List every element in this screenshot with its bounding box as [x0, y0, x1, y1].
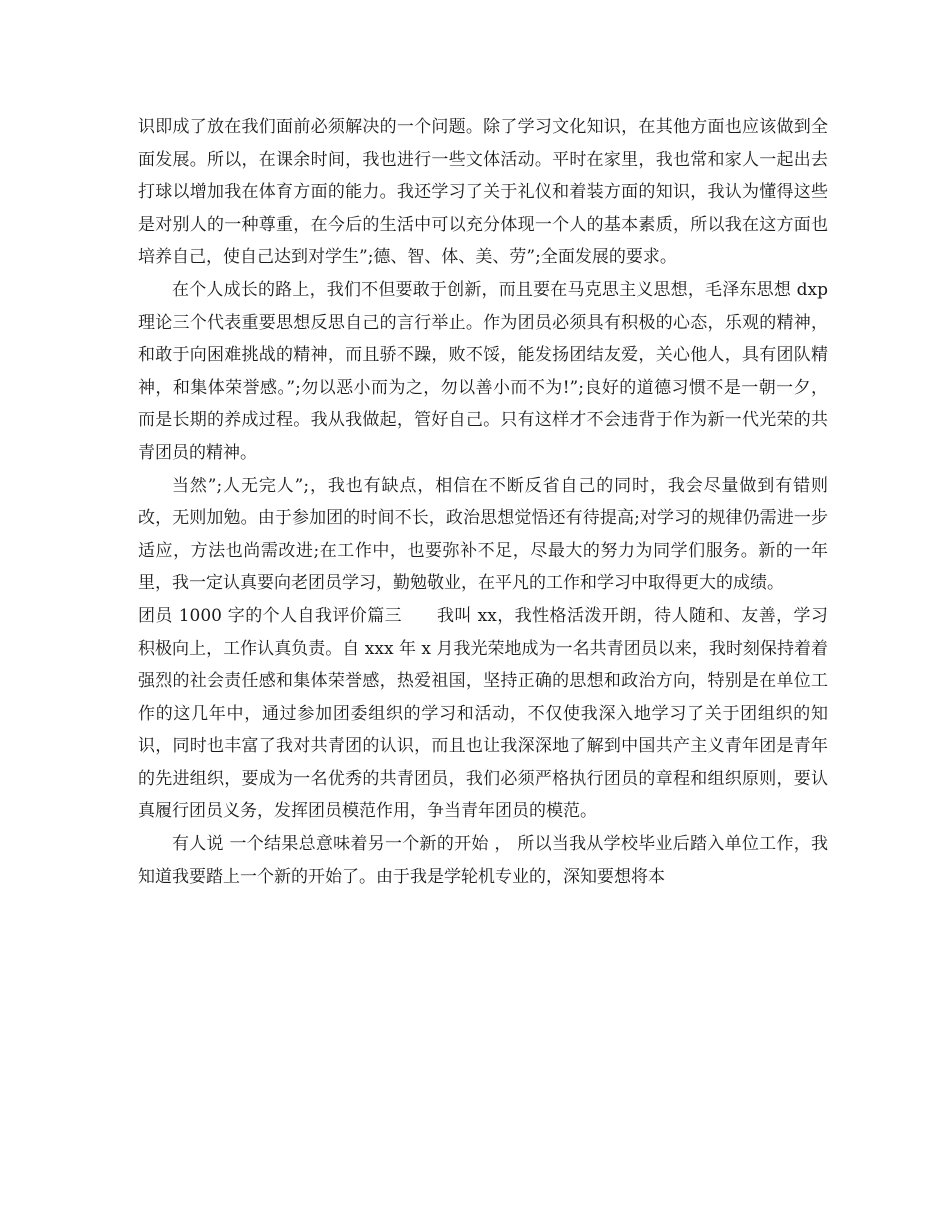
- paragraph-2: 在个人成长的路上，我们不但要敢于创新，而且要在马克思主义思想，毛泽东思想 dxp 理论三个代表重要思想反思自己的言行举止。作为团员必须具有积极的心态，乐观的精神，和敢于向困难挑战的精神，而且骄不躁，败不馁，能发扬团结友爱，关心他人，具有团队精神，和集体荣誉感。”;勿以恶小而为之，勿以善小而不为!”;良好的道德习惯不是一朝一夕，而是长期的养成过程。我从我做起，管好自己。只有这样才不会违背于作为新一代光荣的共青团员的精神。: [138, 279, 828, 463]
- paragraph-3: 当然”;人无完人”;，我也有缺点，相信在不断反省自己的同时，我会尽量做到有错则改，无则加勉。由于参加团的时间不长，政治思想觉悟还有待提高;对学习的规律仍需进一步适应，方法也尚需改进;在工作中，也要弥补不足，尽最大的努力为同学们服务。新的一年里，我一定认真要向老团员学习，勤勉敬业，在平凡的工作和学习中取得更大的成绩。: [138, 475, 828, 594]
- paragraph-5: 有人说 一个结果总意味着另一个新的开始 ， 所以当我从学校毕业后踏入单位工作，我知道我要踏上一个新的开始了。由于我是学轮机专业的，深知要想将本: [138, 834, 828, 887]
- document-body: [138, 111, 828, 893]
- paragraph-4-section-heading: 团员 1000 字的个人自我评价篇三 我叫 xx，我性格活泼开朗，待人随和、友善，学习积极向上，工作认真负责。自 xxx 年 x 月我光荣地成为一名共青团员以来，我时刻保持着着强烈的社会责任感和集体荣誉感，热爱祖国，坚持正确的思想和政治方向，特别是在单位工作的这几年中，通过参加团委组织的学习和活动，不仅使我深入地学习了关于团组织的知识，同时也丰富了我对共青团的认识，而且也让我深深地了解到中国共产主义青年团是青年的先进组织，要成为一名优秀的共青团员，我们必须严格执行团员的章程和组织原则，要认真履行团员义务，发挥团员模范作用，争当青年团员的模范。: [138, 605, 828, 822]
- paragraph-1: 识即成了放在我们面前必须解决的一个问题。除了学习文化知识，在其他方面也应该做到全面发展。所以，在课余时间，我也进行一些文体活动。平时在家里，我也常和家人一起出去打球以增加我在体育方面的能力。我还学习了关于礼仪和着装方面的知识，我认为懂得这些是对别人的一种尊重，在今后的生活中可以充分体现一个人的基本素质，所以我在这方面也培养自己，使自己达到对学生”;德、智、体、美、劳”;全面发展的要求。: [138, 117, 828, 268]
